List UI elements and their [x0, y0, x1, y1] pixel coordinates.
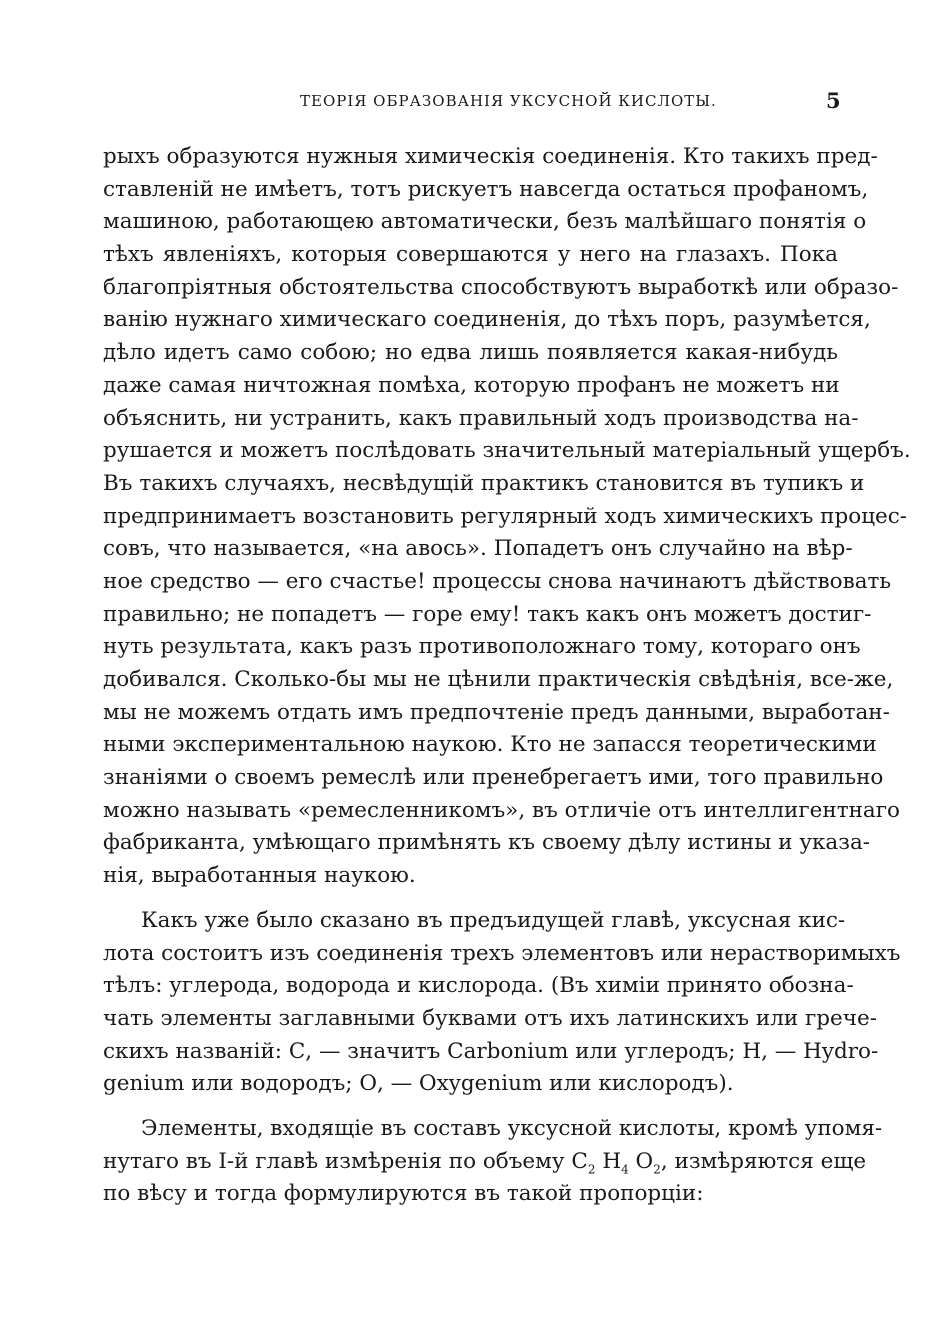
text-line: лота состоитъ изъ соединенія трехъ элементовъ или нерастворимыхъ: [103, 940, 901, 966]
text-line: ванію нужнаго химическаго соединенія, до тѣхъ поръ, разумѣется,: [103, 307, 871, 333]
paragraph-1: [103, 141, 911, 893]
formula-hydrogen: Н: [602, 1148, 622, 1174]
paragraph-3: [103, 1113, 883, 1211]
text-line: машиною, работающею автоматически, безъ малѣйшаго понятія о: [103, 209, 867, 235]
text-line: Какъ уже было сказано въ предъидущей главѣ, уксусная кис-: [141, 907, 846, 933]
text-line: рушается и можетъ послѣдовать значительный матеріальный ущербъ.: [103, 438, 911, 464]
formula-line: [103, 1146, 867, 1179]
formula-line-lead: нутаго въ I-й главѣ измѣренія по объему: [103, 1148, 572, 1174]
paragraph-gap: [103, 1101, 838, 1113]
running-title: ТЕОРІЯ ОБРАЗОВАНІЯ УКСУСНОЙ КИСЛОТЫ.: [300, 92, 717, 110]
text-line: ставленій не имѣетъ, тотъ рискуетъ навсегда остаться профаномъ,: [103, 176, 869, 202]
text-line: чать элементы заглавными буквами отъ ихъ латинскихъ или грече-: [103, 1005, 877, 1031]
text-line: объяснить, ни устранить, какъ правильный ходъ производства на-: [103, 405, 859, 431]
running-head: [0, 88, 936, 114]
text-line: добивался. Сколько-бы мы не цѣнили практическія свѣдѣнія, все-же,: [103, 667, 894, 692]
formula-line-tail: , измѣряются еще: [660, 1148, 867, 1174]
text-line: genium или водородъ; О, — Oxygenium или кислородъ).: [103, 1071, 734, 1097]
text-line: ное средство — его счастье! процессы снова начинаютъ дѣйствовать: [103, 568, 892, 594]
text-line: предпринимаетъ возстановить регулярный ходъ химическихъ процес-: [103, 503, 908, 529]
text-line: нія, выработанныя наукою.: [103, 863, 416, 889]
text-line: Въ такихъ случаяхъ, несвѣдущій практикъ становится въ тупикъ и: [103, 470, 865, 496]
formula-carbon: С: [571, 1148, 588, 1174]
text-line: по вѣсу и тогда формулируются въ такой пропорціи:: [103, 1181, 704, 1207]
text-line: рыхъ образуются нужныя химическія соединенія. Кто такихъ пред-: [103, 144, 878, 169]
body-text: [103, 141, 911, 1211]
text-line: скихъ названій: С, — значитъ Carbonium или углеродъ; Н, — Hydro-: [103, 1038, 879, 1064]
text-line: дѣло идетъ само собою; но едва лишь появляется какая-нибудь: [103, 340, 838, 366]
text-line: даже самая ничтожная помѣха, которую профанъ не можетъ ни: [103, 372, 840, 398]
formula-hydrogen-subscript: 4: [621, 1161, 629, 1176]
text-line: нуть результата, какъ разъ противоположнаго тому, котораго онъ: [103, 634, 861, 660]
text-line: тѣхъ явленіяхъ, которыя совершаются у него на глазахъ. Пока: [103, 242, 838, 268]
formula-oxygen: О: [635, 1148, 654, 1174]
text-line: совъ, что называется, «на авось». Попадетъ онъ случайно на вѣр-: [103, 536, 853, 562]
text-line: ными экспериментальною наукою. Кто не запасся теоретическими: [103, 732, 877, 758]
formula-oxygen-subscript: 2: [653, 1161, 661, 1176]
page-number: 5: [826, 88, 841, 113]
text-line: мы не можемъ отдать имъ предпочтеніе предъ данными, выработан-: [103, 699, 890, 725]
paragraph-gap: [103, 893, 838, 905]
paragraph-2: [103, 905, 901, 1101]
text-line: Элементы, входящіе въ составъ уксусной кислоты, кромѣ упомя-: [141, 1115, 883, 1141]
text-line: тѣлъ: углерода, водорода и кислорода. (Въ химіи принято обозна-: [103, 973, 854, 999]
text-line: знаніями о своемъ ремеслѣ или пренебрегаетъ ими, того правильно: [103, 765, 884, 791]
formula-carbon-subscript: 2: [587, 1161, 596, 1176]
text-line: благопріятныя обстоятельства способствуютъ выработкѣ или образо-: [103, 274, 899, 300]
text-line: можно называть «ремесленникомъ», въ отличіе отъ интеллигентнаго: [103, 797, 900, 823]
text-line: правильно; не попадетъ — горе ему! такъ какъ онъ можетъ достиг-: [103, 601, 872, 627]
text-line: фабриканта, умѣющаго примѣнять къ своему дѣлу истины и указа-: [103, 830, 871, 856]
